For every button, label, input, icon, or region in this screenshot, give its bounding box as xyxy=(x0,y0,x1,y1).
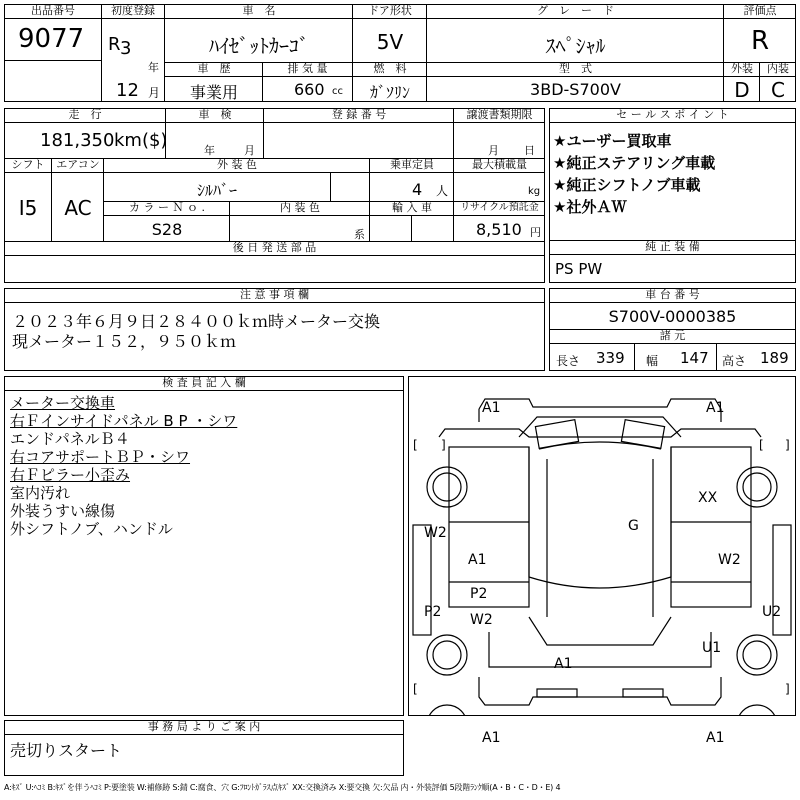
width-label: 幅 xyxy=(646,354,659,368)
score-header: 評価点 xyxy=(724,4,796,19)
transfer-month-unit: 月 xyxy=(488,144,499,157)
ext-color: ｼﾙﾊﾞｰ xyxy=(196,181,237,200)
office-note: 売切りスタート xyxy=(10,741,123,760)
car-name: ﾊｲｾﾞｯﾄｶｰｺﾞ xyxy=(209,34,309,58)
mark-front-right: A1 xyxy=(706,400,725,416)
fuel: ｶﾞｿﾘﾝ xyxy=(369,83,410,102)
mark-left-front-door: W2 xyxy=(424,525,447,541)
svg-text:[: [ xyxy=(413,682,418,696)
length-label: 長さ xyxy=(556,354,581,368)
caution-header: 注 意 事 項 欄 xyxy=(4,288,545,303)
svg-text:[: [ xyxy=(759,438,764,452)
first-reg-header: 初度登録 xyxy=(101,4,165,19)
transfer-day-unit: 日 xyxy=(524,144,535,157)
era: R xyxy=(108,34,121,55)
std-equip-header: 純 正 装 備 xyxy=(549,240,796,255)
mark-left-rear: P2 xyxy=(424,604,442,620)
exterior-header: 外装 xyxy=(724,62,760,77)
history-header: 車 歴 xyxy=(165,62,263,77)
shift-header: シフト xyxy=(4,158,52,173)
svg-text:]: ] xyxy=(785,438,790,452)
office-header: 事 務 局 よ り ご 案 内 xyxy=(4,720,404,735)
car-diagram xyxy=(408,376,796,716)
color-no-header: カ ラ ー Ｎ ｏ . xyxy=(129,201,205,214)
inspector-line: 右コアサポートＢＰ・シワ xyxy=(10,448,191,466)
recycle: 8,510 xyxy=(476,220,522,239)
mark-rear-center: A1 xyxy=(554,656,573,672)
caution-line: 現メーター１５２，９５０ｋｍ xyxy=(12,332,237,351)
mark-left-door-w: W2 xyxy=(470,612,493,628)
length: 339 xyxy=(596,349,625,367)
model-header: 型 式 xyxy=(427,62,724,77)
inspector-line: 室内汚れ xyxy=(10,484,71,502)
inspector-line: 右Ｆピラー小歪み xyxy=(10,466,131,484)
interior-score: C xyxy=(771,78,785,102)
lot-no: 9077 xyxy=(18,24,85,54)
history: 事業用 xyxy=(189,83,238,102)
inspector-line: 外シフトノブ、ハンドル xyxy=(10,520,173,538)
int-color-header: 内 装 色 xyxy=(280,201,320,214)
capacity-unit: 人 xyxy=(436,184,449,198)
mileage-header: 走 行 xyxy=(4,108,166,123)
displacement: 660 xyxy=(294,80,325,99)
inspection-header: 車 検 xyxy=(166,108,264,123)
reg-month: 12 xyxy=(116,80,139,101)
year-unit: 年 xyxy=(148,61,159,74)
reg-year: 3 xyxy=(120,38,132,59)
sales-point: ★純正ステアリング車載 xyxy=(553,154,716,172)
height: 189 xyxy=(760,349,789,367)
grade: ｽﾍﾟｼｬﾙ xyxy=(545,34,606,58)
max-load-unit: kg xyxy=(528,186,541,197)
inspector-line: 外装うすい線傷 xyxy=(10,502,116,520)
svg-text:[: [ xyxy=(413,438,418,452)
month-unit: 月 xyxy=(148,86,161,100)
sales-point: ★社外ＡＷ xyxy=(553,198,627,216)
displacement-header: 排 気 量 xyxy=(263,62,352,77)
capacity: 4 xyxy=(412,180,423,199)
chassis-no: S700V-0000385 xyxy=(608,307,737,326)
transfer-header: 譲渡書類期限 xyxy=(454,108,545,123)
svg-text:]: ] xyxy=(785,682,790,696)
import-header: 輸 入 車 xyxy=(392,201,432,214)
sales-point: ★純正シフトノブ車載 xyxy=(553,176,701,194)
caution-line: ２０２３年６月９日２８４００ｋｍ時メーター交換 xyxy=(12,312,381,331)
std-equip: PS PW xyxy=(555,260,603,278)
lot-no-header: 出品番号 xyxy=(4,4,102,19)
mark-rear-left: A1 xyxy=(482,730,501,746)
inspection-month-unit: 月 xyxy=(244,144,255,157)
reg-no-header: 登 録 番 号 xyxy=(264,108,454,123)
mileage: 181,350 xyxy=(40,130,115,151)
mark-left-door-p: P2 xyxy=(470,586,488,602)
later-parts-header: 後 日 発 送 部 品 xyxy=(4,241,545,256)
mark-right-front: XX xyxy=(698,490,718,506)
recycle-header: リサイクル預託金 xyxy=(460,202,539,213)
height-label: 高さ xyxy=(722,354,747,368)
ac-header: エアコン xyxy=(52,158,104,173)
grade-header: グ レ ー ド xyxy=(427,4,724,19)
score: R xyxy=(750,26,770,56)
capacity-header: 乗車定員 xyxy=(370,158,454,173)
color-no: S28 xyxy=(151,220,183,239)
model: 3BD-S700V xyxy=(530,80,621,99)
door-type: 5V xyxy=(376,30,404,54)
int-color-suffix: 系 xyxy=(354,228,365,241)
width: 147 xyxy=(680,349,709,367)
mark-right-rear: U2 xyxy=(762,604,782,620)
car-name-header: 車 名 xyxy=(165,4,353,19)
inspector-lines xyxy=(10,394,400,538)
mark-center: G xyxy=(628,518,639,534)
inspector-line: エンドパネルＢ４ xyxy=(10,430,130,448)
mark-front-left: A1 xyxy=(482,400,501,416)
mark-right-door-w: W2 xyxy=(718,552,741,568)
exterior-score: D xyxy=(734,78,750,102)
chassis-header: 車 台 番 号 xyxy=(549,288,796,303)
interior-header: 内装 xyxy=(760,62,796,77)
mileage-unit: km($) xyxy=(114,130,168,151)
fuel-header: 燃 料 xyxy=(353,62,427,77)
inspector-line: 右Ｆインサイドパネル B P ・シワ xyxy=(10,412,238,430)
mark-right-rear-upper: U1 xyxy=(702,640,722,656)
max-load-header: 最大積載量 xyxy=(454,158,545,173)
inspection-year-unit: 年 xyxy=(204,144,215,157)
ext-color-header: 外 装 色 xyxy=(104,158,370,173)
shift: I5 xyxy=(18,196,38,220)
inspector-header: 検 査 員 記 入 欄 xyxy=(4,376,404,391)
door-header: ドア形状 xyxy=(353,4,427,19)
specs-header: 諸 元 xyxy=(549,329,796,344)
mark-left-door-a: A1 xyxy=(468,552,487,568)
legend: A:ｷｽﾞ U:ﾍｺﾐ B:ｷｽﾞを伴うﾍｺﾐ P:要塗装 W:補修跡 S:錆 C:腐食、穴 G:ﾌﾛﾝﾄｶﾞﾗｽ点ｷｽﾞ XX:交換済み X:要交換 欠:欠品 内・外装評価 5段階ﾗﾝｸ順(A・B・C・D・E) 4 xyxy=(4,783,561,792)
sales-points-header: セ ー ル ス ポ イ ン ト xyxy=(549,108,796,123)
inspector-line: メーター交換車 xyxy=(10,394,116,412)
svg-text:]: ] xyxy=(441,438,446,452)
ac: AC xyxy=(64,196,92,220)
mark-rear-right: A1 xyxy=(706,730,725,746)
sales-point: ★ユーザー買取車 xyxy=(553,132,672,150)
displacement-unit: cc xyxy=(332,86,343,97)
recycle-unit: 円 xyxy=(530,226,541,239)
